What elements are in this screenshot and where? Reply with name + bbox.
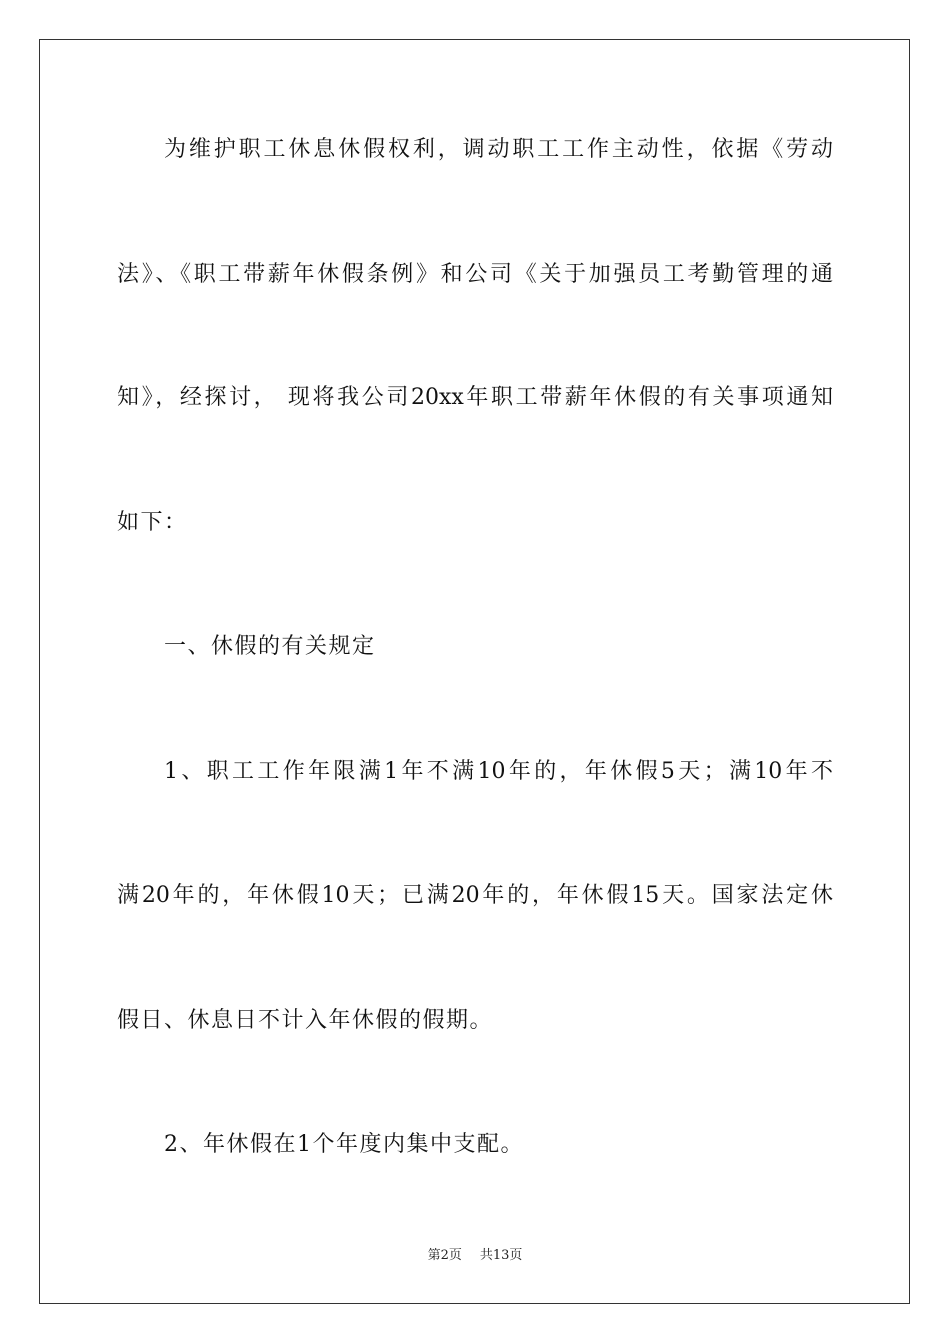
page-total: 共13页 [479, 1248, 523, 1263]
paragraph-line: 知》，经探讨， 现将我公司20xx年职工带薪年休假的有关事项通知 [117, 385, 833, 410]
paragraph-line: 假日、休息日不计入年休假的假期。 [117, 1008, 494, 1033]
page-border [39, 39, 910, 1304]
paragraph-line: 1、职工工作年限满1年不满10年的，年休假5天；满10年不 [164, 759, 833, 784]
paragraph-line: 为维护职工休息休假权利，调动职工工作主动性，依据《劳动 [164, 137, 833, 162]
paragraph-line: 法》、《职工带薪年休假条例》和公司《关于加强员工考勤管理的通 [117, 262, 833, 287]
page-number: 第2页 [427, 1248, 462, 1263]
page-footer [0, 1248, 950, 1264]
paragraph-line: 2、年休假在1个年度内集中支配。 [164, 1132, 524, 1157]
paragraph-line: 满20年的，年休假10天；已满20年的，年休假15天。国家法定休 [117, 883, 833, 908]
section-heading: 一、休假的有关规定 [164, 634, 376, 659]
paragraph-line: 如下： [117, 510, 188, 535]
